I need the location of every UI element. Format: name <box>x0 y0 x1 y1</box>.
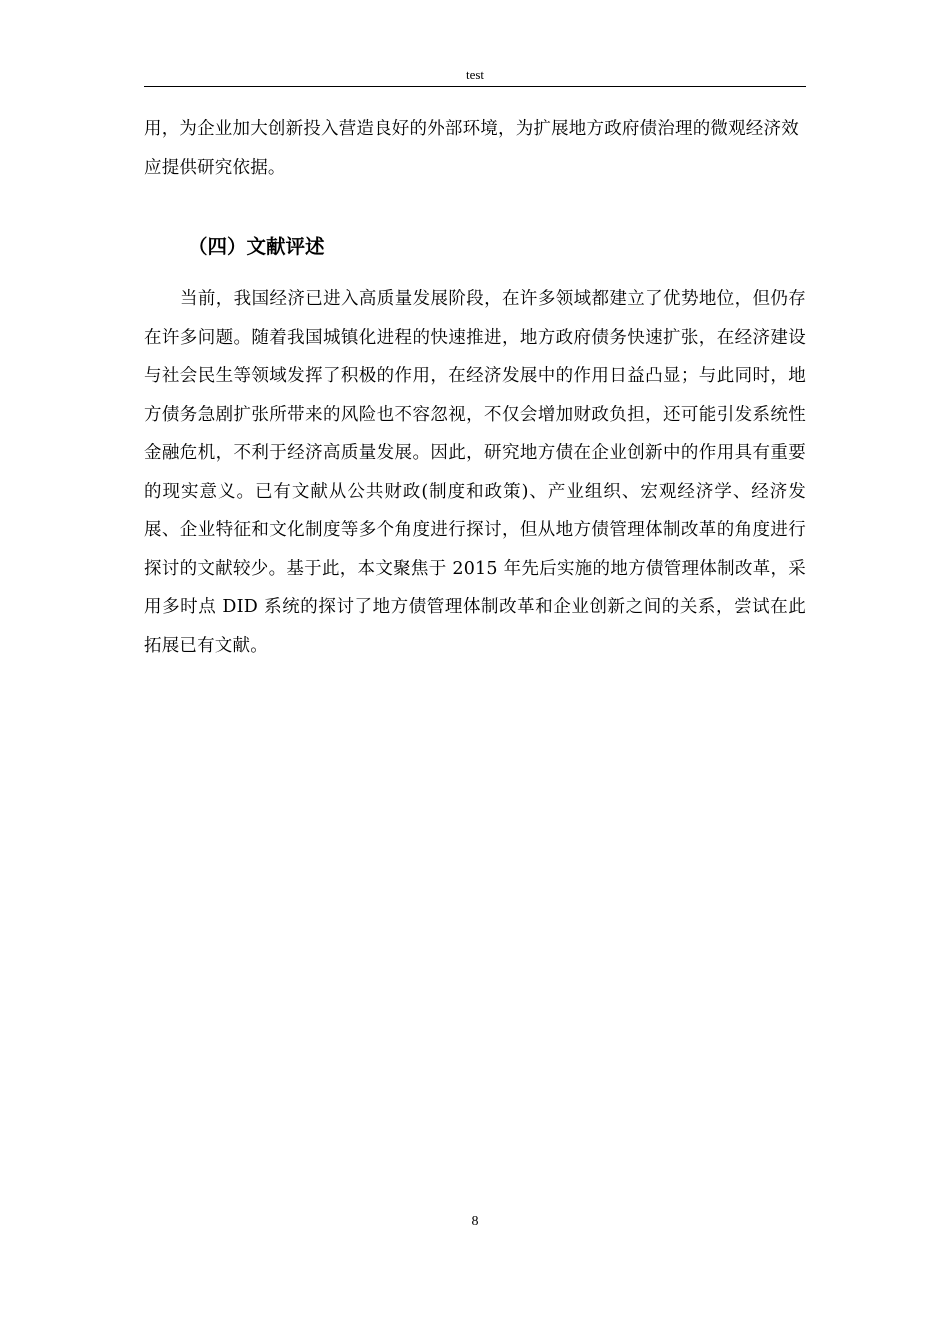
page-number: 8 <box>471 1214 479 1229</box>
page-header: test <box>465 67 485 82</box>
literature-review-paragraph: 当前，我国经济已进入高质量发展阶段，在许多领域都建立了优势地位，但仍存在许多问题。随着我国城镇化进程的快速推进，地方政府债务快速扩张，在经济建设与社会民生等领域发挥了积极的作用，在经济发展中的作用日益凸显；与此同时，地方债务急剧扩张所带来的风险也不容忽视，不仅会增加财政负担，还可能引发系统性金融危机，不利于经济高质量发展。因此，研究地方债在企业创新中的作用具有重要的现实意义。已有文献从公共财政(制度和政策)、产业组织、宏观经济学、经济发展、企业特征和文化制度等多个角度进行探讨，但从地方债管理体制改革的角度进行探讨的文献较少。基于此，本文聚焦于 2015 年先后实施的地方债管理体制改革，采用多时点 DID 系统的探讨了地方债管理体制改革和企业创新之间的关系，尝试在此拓展已有文献。 <box>144 289 806 656</box>
continued-paragraph: 用，为企业加大创新投入营造良好的外部环境，为扩展地方政府债治理的微观经济效应提供研究依据。 <box>144 119 799 178</box>
section-heading: （四）文献评述 <box>188 235 325 258</box>
header-rule <box>144 86 806 87</box>
